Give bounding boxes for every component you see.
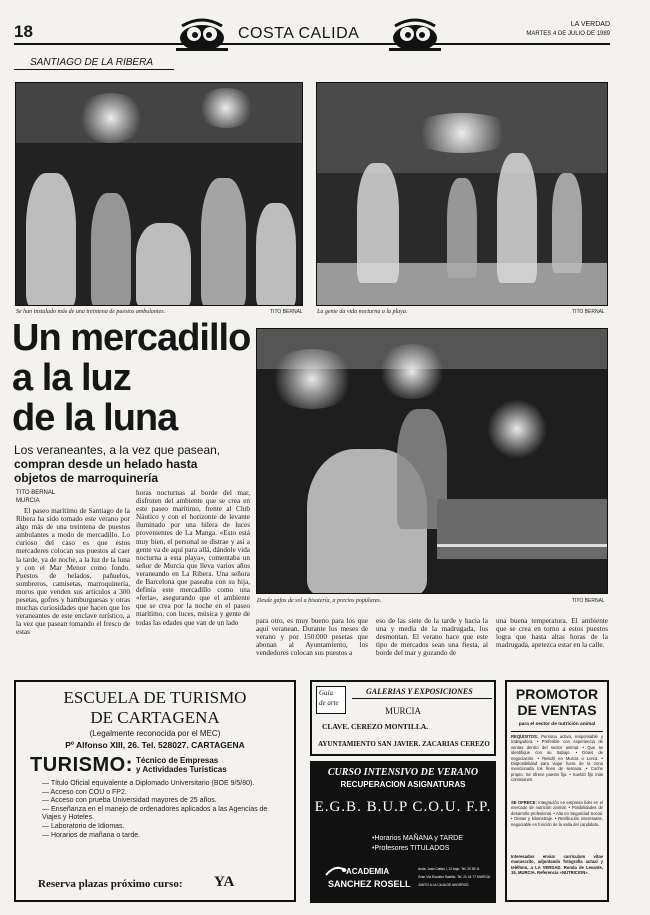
photo-top-right-credit: TITO BERNAL xyxy=(572,309,605,315)
location-kicker: SANTIAGO DE LA RIBERA xyxy=(30,57,153,68)
ad-galerias-venue-1: CLAVE. CEREZO MONTILLA. xyxy=(322,722,429,731)
ad-academia-teachers: •Profesores TITULADOS xyxy=(372,845,450,852)
article-col-5 xyxy=(496,617,608,672)
byline: TITO BERNAL xyxy=(16,490,56,496)
ad-galerias-rule xyxy=(352,698,492,699)
mascot-logo-right xyxy=(385,18,445,56)
photo-top-left-caption: Se han instalado más de una treintena de puestos ambulantes. xyxy=(16,309,166,315)
dateline: MURCIA xyxy=(16,498,40,504)
page-number: 18 xyxy=(14,22,33,41)
ad-promotor-contact: Interesados enviar currículum vitae manuscrito, adjuntando fotografía actual y teléfono, a LA VERDAD. Ronda de Levante, 15. MURCIA. Referencia «NUTRICION». xyxy=(511,854,603,876)
ad-promotor-requirements xyxy=(511,734,603,783)
ad-turismo-title-2: DE CARTAGENA xyxy=(90,708,220,727)
headline-line-2: a la luz xyxy=(12,357,131,399)
ad-academia-name-2: SANCHEZ ROSELL xyxy=(328,879,411,889)
ad-promotor-req-text: Persona activa, responsable y trabajadora. • Preferible con experiencia de ventas dentro del sector animal. • Que se identifique con su trabajo. • Dotes de negociación. • Residir en Murcia o Lorca. • Disponibilidad para viajar fuera de la zona mencionada los fines de semana. • Coche propio. Se ofrece puesto fijo. • Sueldo fijo más comisiones. xyxy=(511,734,603,783)
ad-promotor-title-1: PROMOTOR xyxy=(515,686,599,702)
ad-turismo-item: — Enseñanza en el manejo de ordenadores aplicados a las Agencias de Viajes y Hoteles. xyxy=(42,805,268,822)
ad-turismo-brand-sub-2: y Actividades Turísticas xyxy=(136,765,227,774)
ad-academia-addr-2: Gran Vía Escultor Salzillo. Tel. 21 44 77 MURCIA xyxy=(418,875,490,879)
ad-turismo-item: — Acceso con prueba Universidad mayores de 25 años. xyxy=(42,797,217,805)
subhead-line-3: objetos de marroquinería xyxy=(14,471,159,485)
ad-galerias-venue-2: AYUNTAMIENTO SAN JAVIER. ZACARIAS CEREZO xyxy=(318,740,490,748)
ad-promotor-rule xyxy=(511,731,603,732)
ad-turismo-item: — Horarios de mañana o tarde. xyxy=(42,831,141,839)
ad-turismo-list xyxy=(42,780,282,840)
ad-turismo-item: — Título Oficial equivalente a Diplomado Universitario (BOE 9/5/80). xyxy=(42,780,255,787)
article-col-4 xyxy=(376,617,488,672)
ad-promotor-subtitle: para el sector de nutrición animal xyxy=(518,722,596,727)
headline-line-1: Un mercadillo xyxy=(12,317,251,359)
article-col-2-text: horas nocturnas al borde del mar, disfruten del ambiente que se crea en este paseo marítimo, frente al Club Náutico y con el horizonte de levante iluminado por una hilera de luces provenientes de La Manga. «Esto está muy bien, el personal se distrae y así a gente va de aquí para allá, dándole vida nocturna a esta playa», comentaba un señor de Murcia que lleva varios años veraneando en La Ribera. Una señora de Barcelona que paseaba con su hija, definía este mercadillo como una «feria», asegurando que el ambiente que se crea por la noche en el paseo marítimo, con luces, música y gente de todas las edades que van de un lado xyxy=(136,489,250,627)
photo-main-caption: Desde gafas de sol a bisutería, a precios populares. xyxy=(257,598,382,604)
subhead-line-2: compran desde un helado hasta xyxy=(14,457,198,471)
header-rule xyxy=(14,43,610,45)
guia-arte-logo-line1: Guía xyxy=(319,689,333,697)
ad-promotor-req-label: REQUISITOS: xyxy=(511,734,539,739)
mascot-logo-left xyxy=(172,18,232,56)
photo-top-right xyxy=(316,82,608,306)
photo-top-left-credit: TITO BERNAL xyxy=(270,309,303,315)
ad-turismo-footer-value: YA xyxy=(214,874,235,890)
article-col-2 xyxy=(136,489,250,670)
subhead-line-1: Los veraneantes, a la vez que pasean, xyxy=(14,443,221,457)
academia-logo-icon xyxy=(324,861,348,879)
ad-academia-subtitle: RECUPERACION ASIGNATURAS xyxy=(340,780,466,789)
ad-academia-name-1: ACADEMIA xyxy=(346,867,390,876)
ad-promotor-offer-label: SE OFRECE: xyxy=(511,800,537,805)
ad-turismo-title-1: ESCUELA DE TURISMO xyxy=(63,688,247,707)
article-col-3 xyxy=(256,617,368,672)
ad-galerias-city: MURCIA xyxy=(384,706,421,716)
kicker-rule xyxy=(14,69,174,70)
ad-turismo-item: — Laboratorio de Idiomas. xyxy=(42,822,125,830)
ad-academia-title: CURSO INTENSIVO DE VERANO xyxy=(327,767,479,778)
ad-galerias-title: GALERIAS Y EXPOSICIONES xyxy=(366,687,473,696)
ad-turismo-footer-label: Reserva plazas próximo curso: xyxy=(38,878,183,890)
article-col-5-text: una buena temperatura. El ambiente que se crea en torno a estos puestos logra que hasta altas horas de la madrugada, apetezca estar en la calle. xyxy=(496,617,608,650)
ad-turismo-address: Pº Alfonso XIII, 26. Tel. 528027. CARTAGENA xyxy=(65,740,245,750)
ad-academia-levels: E.G.B. B.U.P C.O.U. F.P. xyxy=(314,799,492,815)
guia-arte-logo-line2: de arte xyxy=(319,699,339,707)
ad-promotor-title-2: DE VENTAS xyxy=(517,702,597,718)
ad-academia-schedule: •Horarios MAÑANA y TARDE xyxy=(372,835,463,842)
article-col-1 xyxy=(16,507,130,670)
photo-top-left xyxy=(15,82,303,306)
ad-turismo-recognition: (Legalmente reconocida por el MEC) xyxy=(89,729,221,738)
ad-turismo-brand-sub-1: Técnico de Empresas xyxy=(136,756,219,765)
ad-turismo-item: — Acceso con COU o FP2. xyxy=(42,788,127,796)
photo-top-right-caption: La gente da vida nocturna a la playa. xyxy=(317,309,408,315)
headline-line-3: de la luna xyxy=(12,397,178,439)
ad-academia-addr-3: JUNTO A LA CAJA DE AHORROS xyxy=(418,883,469,887)
ad-promotor-offer-text: Integración en empresa líder en el mercado de nutrición animal. • Posibilidades de desarrollo profesional. • Alta en Seguridad Social. • Dietas y kilometraje. • Retribución interesante, negociable en función de la valía del candidato. xyxy=(511,800,603,827)
article-col-1-text: El paseo marítimo de Santiago de la Ribera ha sido tomado este verano por algo más de una treintena de puestos ambulantes a modo de mercadillo. Lo curioso del caso es que estos mercaderes colocan sus puestos al caer la tarde, ya de noche, a la luz de la luna y con el Mar Menor como fondo. Puestos de helados, pañuelos, sombreros, camisetas, marroquinería, moros que venden sus artículos a 300 pesetas, gofres y hamburguesas y otras muchas curiosidades que hacen que los veraneantes de este enclave turístico, a la vez que pasean tomando el fresco de estas xyxy=(16,507,130,637)
ad-galerias xyxy=(310,680,496,756)
ad-promotor xyxy=(505,680,609,902)
photo-main xyxy=(256,328,608,594)
ad-promotor-offer xyxy=(511,800,603,827)
ad-academia-addr-1: Avda. Juan Carlos I, 12 bajo. Tel. 20 55 11 xyxy=(418,867,480,871)
ad-escuela-turismo xyxy=(14,680,296,902)
issue-date: MARTES 4 DE JULIO DE 1989 xyxy=(526,31,610,37)
photo-main-credit: TITO BERNAL xyxy=(572,598,605,604)
ad-turismo-brand: TURISMO: xyxy=(30,754,133,776)
article-col-3-text: para otro, es muy bueno para los que aquí veranean. Durante los meses de verano y por 150.000 pesetas que abonan al Ayuntamiento, los vendedores colocan sus puestos a xyxy=(256,617,368,658)
article-col-4-text: eso de las siete de la tarde y hacia la una y media de la madrugada, los desmontan. El verano hace que este tipo de mercados sean una fiesta, al borde del mar y gozando de xyxy=(376,617,488,658)
section-title: COSTA CALIDA xyxy=(238,25,360,42)
ad-academia xyxy=(310,761,496,903)
paper-name: LA VERDAD xyxy=(570,21,610,28)
